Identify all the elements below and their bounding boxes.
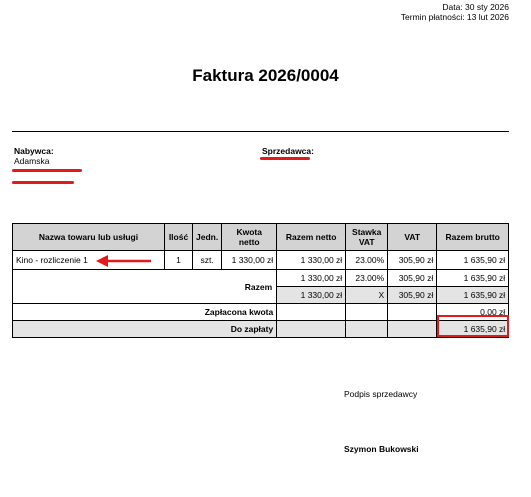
paid-value: 0,00 zł xyxy=(437,304,509,321)
annotation-highlight-box xyxy=(437,315,509,337)
signature-label: Podpis sprzedawcy xyxy=(344,389,418,399)
total-gross: 1 635,90 zł xyxy=(437,287,509,304)
payment-due-date: Termin płatności: 13 lut 2026 xyxy=(400,12,509,22)
item-rate: 23.00% xyxy=(346,251,388,270)
table-row xyxy=(13,251,509,270)
summary-net: 1 330,00 zł xyxy=(277,270,346,287)
item-gross: 1 635,90 zł xyxy=(437,251,509,270)
redaction-mark xyxy=(260,157,310,160)
buyer-label: Nabywca: xyxy=(14,146,54,156)
summary-gross: 1 635,90 zł xyxy=(437,270,509,287)
total-rate: X xyxy=(346,287,388,304)
summary-vat: 305,90 zł xyxy=(388,270,437,287)
redaction-mark xyxy=(12,169,82,172)
item-qty: 1 xyxy=(165,251,193,270)
invoice-table xyxy=(12,223,509,338)
summary-rate-row xyxy=(13,270,509,287)
due-label: Do zapłaty xyxy=(13,321,277,338)
item-net: 1 330,00 zł xyxy=(277,251,346,270)
total-vat: 305,90 zł xyxy=(388,287,437,304)
col-header-vat: VAT xyxy=(388,224,437,251)
invoice-title: Faktura 2026/0004 xyxy=(192,66,339,85)
col-header-unit: Jedn. xyxy=(193,224,222,251)
due-value: 1 635,90 zł xyxy=(437,321,509,338)
col-header-name: Nazwa towaru lub usługi xyxy=(13,224,165,251)
paid-row xyxy=(13,304,509,321)
item-price: 1 330,00 zł xyxy=(222,251,277,270)
seller-label: Sprzedawca: xyxy=(262,146,314,156)
signature-name: Szymon Bukowski xyxy=(344,444,419,454)
invoice-date: Data: 30 sty 2026 xyxy=(442,2,509,12)
total-net: 1 330,00 zł xyxy=(277,287,346,304)
item-vat: 305,90 zł xyxy=(388,251,437,270)
redaction-mark xyxy=(12,181,74,184)
annotation-arrow-icon xyxy=(96,254,152,268)
col-header-qty: Ilość xyxy=(165,224,193,251)
paid-label: Zapłacona kwota xyxy=(13,304,277,321)
col-header-rate: Stawka VAT xyxy=(346,224,388,251)
table-header-row xyxy=(13,224,509,251)
buyer-name: Adamska xyxy=(14,156,50,166)
summary-rate: 23.00% xyxy=(346,270,388,287)
total-label: Razem xyxy=(13,270,277,304)
item-name: Kino - rozliczenie 1 xyxy=(13,251,165,270)
divider xyxy=(12,131,509,132)
col-header-price: Kwota netto xyxy=(222,224,277,251)
item-unit: szt. xyxy=(193,251,222,270)
due-row xyxy=(13,321,509,338)
col-header-net: Razem netto xyxy=(277,224,346,251)
col-header-gross: Razem brutto xyxy=(437,224,509,251)
